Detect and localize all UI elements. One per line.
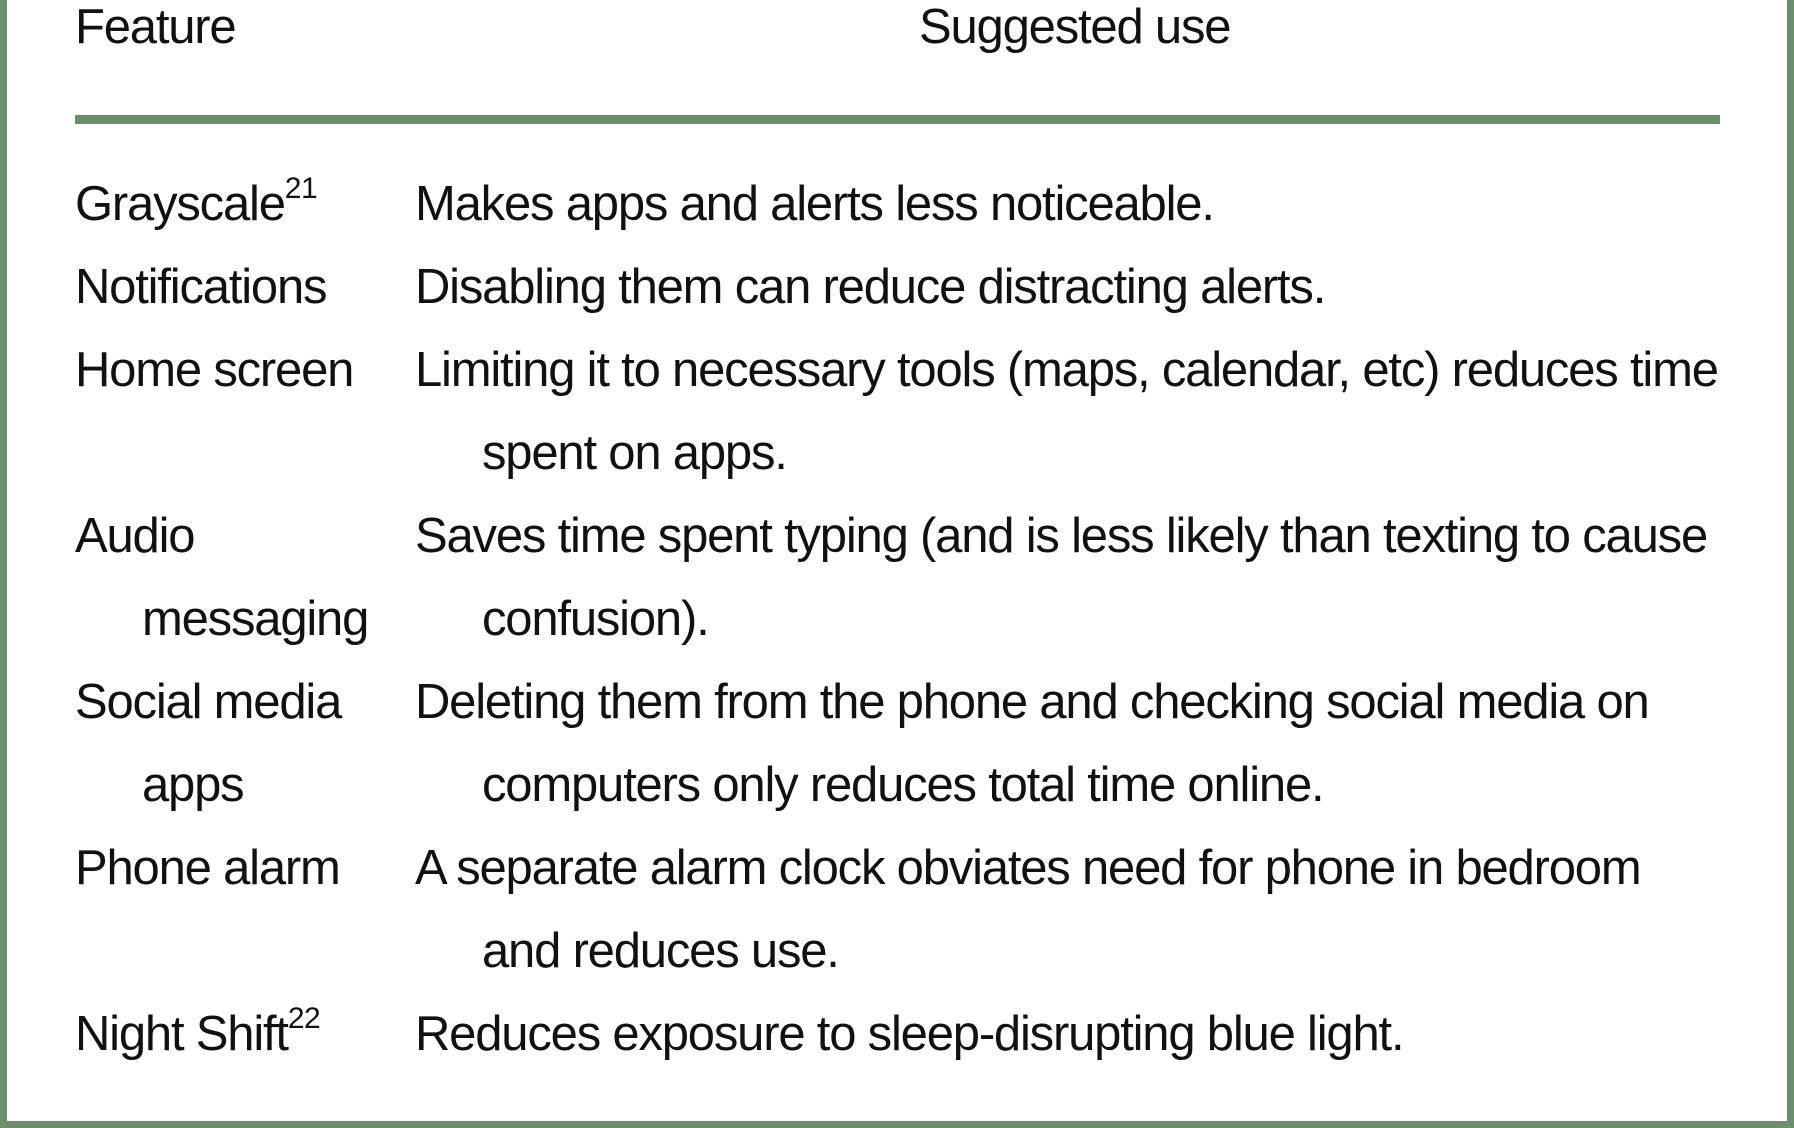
feature-cell [75, 827, 415, 910]
column-header-suggested-use: Suggested use [919, 0, 1231, 54]
table-row [75, 661, 1720, 827]
table-row [75, 246, 1720, 329]
feature-cell [75, 993, 415, 1076]
table-row [75, 163, 1720, 246]
feature-cell [75, 329, 415, 412]
feature-label: Audio messaging [75, 509, 369, 646]
reference-superscript: 21 [284, 172, 318, 205]
feature-cell [75, 661, 415, 827]
suggested-use-cell: Disabling them can reduce distracting alerts. [415, 260, 1326, 314]
feature-label: Grayscale [75, 177, 285, 231]
table-row [75, 495, 1720, 661]
reference-superscript: 22 [287, 1002, 321, 1035]
feature-cell [75, 246, 415, 329]
table-row [75, 329, 1720, 495]
feature-label: Phone alarm [75, 841, 340, 895]
suggested-use-cell: Limiting it to necessary tools (maps, calendar, etc) reduces time spent on apps. [415, 343, 1718, 480]
suggested-use-cell: Deleting them from the phone and checking social media on computers only reduces total time online. [415, 675, 1649, 812]
suggested-use-cell: A separate alarm clock obviates need for phone in bedroom and reduces use. [415, 841, 1641, 978]
header-rule [75, 115, 1720, 124]
suggested-use-cell: Makes apps and alerts less noticeable. [415, 177, 1214, 231]
table-header [75, 0, 1720, 55]
feature-cell [75, 495, 415, 661]
table-row [75, 827, 1720, 993]
table-row [75, 993, 1720, 1076]
feature-label: Night Shift [75, 1007, 288, 1061]
suggested-use-cell: Reduces exposure to sleep-disrupting blue light. [415, 1007, 1404, 1061]
feature-cell [75, 163, 415, 246]
feature-label: Home screen [75, 343, 354, 397]
feature-label: Social media apps [75, 675, 342, 812]
table-body [75, 163, 1720, 1076]
feature-label: Notifications [75, 260, 327, 314]
column-header-feature: Feature [75, 0, 236, 54]
suggested-use-cell: Saves time spent typing (and is less likely than texting to cause confusion). [415, 509, 1707, 646]
